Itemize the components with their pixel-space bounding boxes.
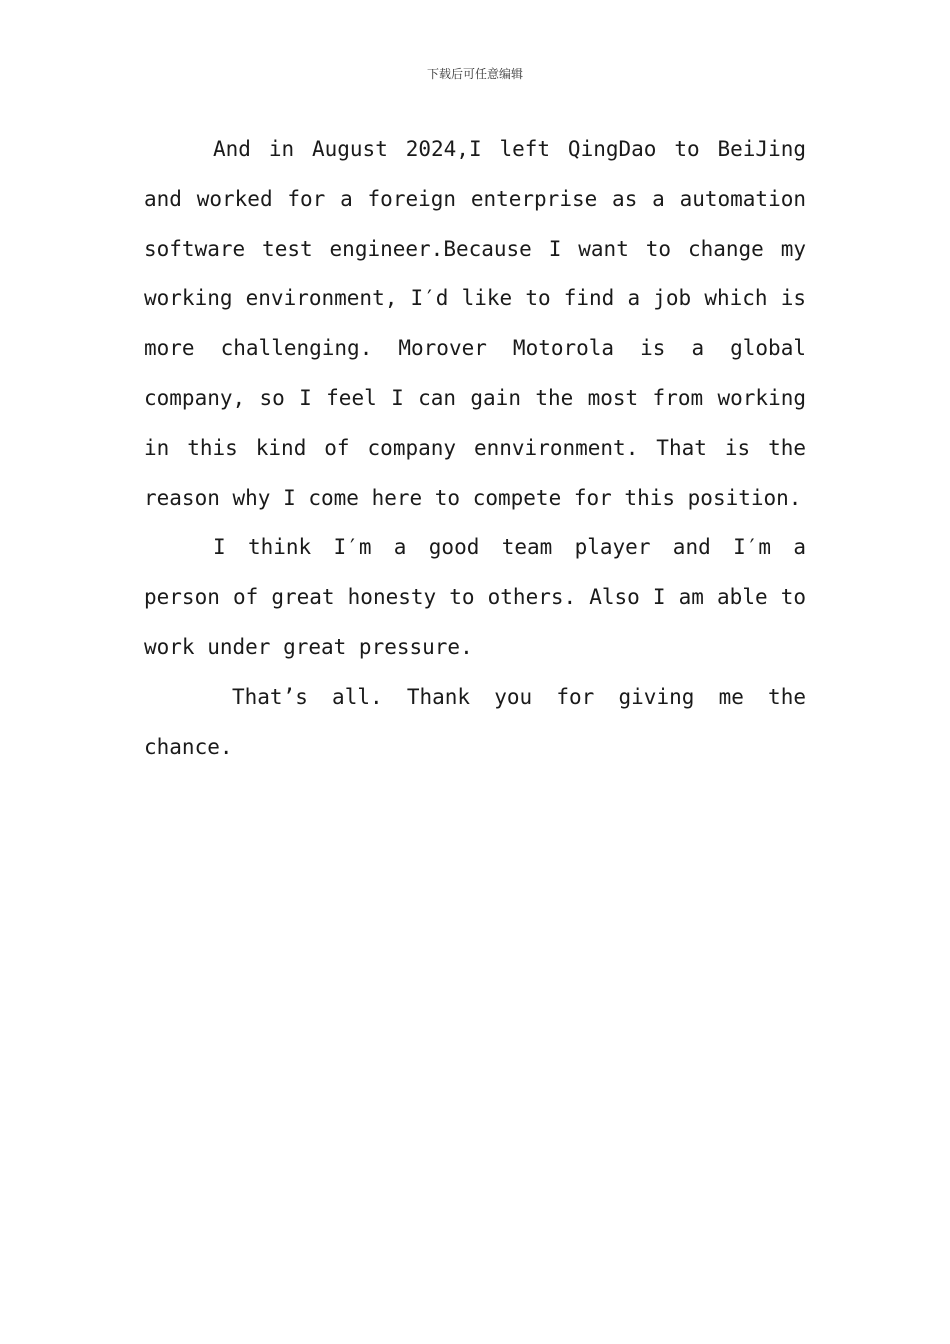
page-header: 下载后可任意编辑	[426, 67, 523, 81]
paragraph-intro: And in August 2024,I left QingDao to BeiJing and worked for a foreign enterprise as a automation software test engineer.Because I want to change my working environment, I′d like to find a job which is more challenging. Morover Motorola is a global company, so I feel I can gain the most from working in this kind of company ennvironment. That is the reason why I come here to compete for this position.	[144, 137, 806, 510]
paragraph-closing: That’s all. Thank you for giving me the chance.	[144, 684, 806, 759]
document-body	[144, 125, 806, 772]
paragraph-qualities: I think I′m a good team player and I′m a person of great honesty to others. Also I am able to work under great pressure.	[144, 535, 806, 659]
